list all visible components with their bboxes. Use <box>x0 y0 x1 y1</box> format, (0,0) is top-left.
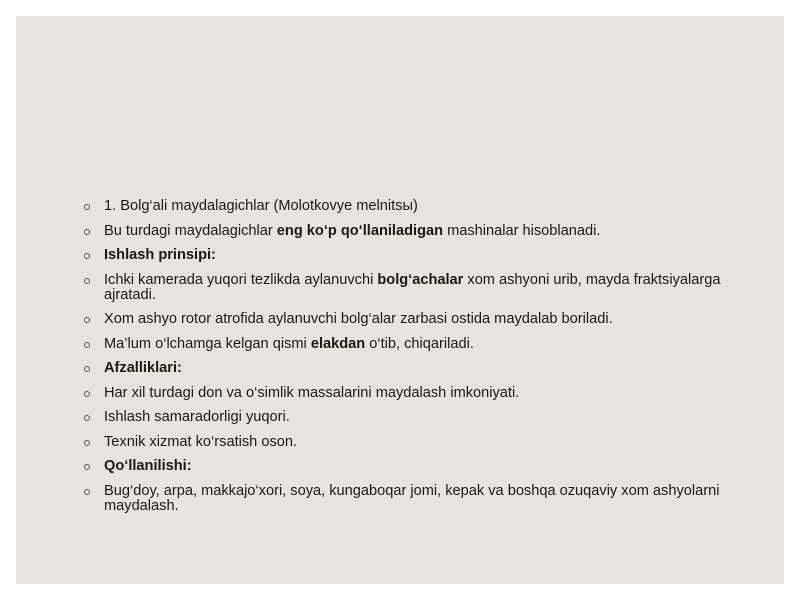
bullet-item <box>84 361 724 376</box>
bullet-item <box>84 273 724 303</box>
bullet-text: Har xil turdagi don va o‘simlik massalarini maydalash imkoniyati. <box>104 384 520 401</box>
bullet-text: mashinalar hisoblanadi. <box>443 222 601 239</box>
bullet-text-bold: Afzalliklari: <box>104 360 182 376</box>
bullet-text-bold: eng ko‘p qo‘llaniladigan <box>276 222 444 239</box>
bullet-text-bold: bolg‘achalar <box>377 271 464 288</box>
bullet-item <box>84 248 724 263</box>
bullet-text: Bug‘doy, arpa, makkajo‘xori, soya, kungaboqar jomi, kepak va boshqa ozuqaviy xom ashyolarni maydalash. <box>104 482 720 514</box>
bullet-text: o‘tib, chiqariladi. <box>365 335 474 352</box>
bullet-text: Bu turdagi maydalagichlar <box>104 222 277 239</box>
bullet-text-bold: Ishlash prinsipi: <box>104 247 216 263</box>
bullet-text: Texnik xizmat ko‘rsatish oson. <box>104 433 298 450</box>
bullet-text: 1. Bolg‘ali maydalagichlar (Molotkovye melnitsы) <box>104 198 418 214</box>
bullet-text: Ma’lum o‘lchamga kelgan qismi <box>104 335 311 352</box>
bullet-list <box>84 199 724 523</box>
slide <box>16 16 784 584</box>
bullet-text-bold: elakdan <box>310 335 366 352</box>
bullet-text-bold: Qo‘llanilishi: <box>104 458 192 474</box>
bullet-item <box>84 386 724 401</box>
bullet-text: Ishlash samaradorligi yuqori. <box>104 409 290 425</box>
bullet-item <box>84 312 724 327</box>
bullet-item <box>84 484 724 514</box>
bullet-item <box>84 199 724 214</box>
bullet-text: Ichki kamerada yuqori tezlikda aylanuvchi <box>104 271 378 288</box>
bullet-item <box>84 459 724 474</box>
bullet-item <box>84 435 724 450</box>
bullet-item <box>84 410 724 425</box>
bullet-item <box>84 337 724 352</box>
bullet-text: Xom ashyo rotor atrofida aylanuvchi bolg‘alar zarbasi ostida maydalab boriladi. <box>104 311 613 327</box>
bullet-text: xom ashyoni urib, mayda fraktsiyalarga ajratadi. <box>104 271 721 303</box>
bullet-item <box>84 224 724 239</box>
